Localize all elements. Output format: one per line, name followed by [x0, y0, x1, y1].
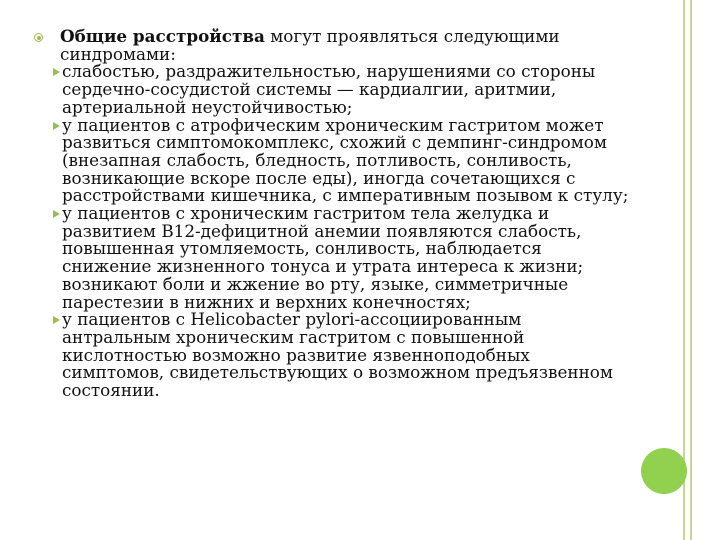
intro-bold-term: Общие расстройства: [60, 26, 265, 46]
triangle-bullet-icon: [53, 122, 60, 130]
slide-content: [34, 28, 634, 400]
triangle-bullet-icon: [53, 68, 60, 76]
list-item: [34, 311, 634, 400]
intro-text: могут проявляться следующими синдромами:: [60, 26, 560, 64]
decorative-vertical-line: [690, 0, 692, 540]
list-item-text: у пациентов с атрофическим хроническим гастритом может развиться симптомокомплекс, схожий с демпинг-синдромом (внезапная слабость, бледность, потливость, сонливость, возникающие вскоре после еды), иногда сочетающихся с расстройствами кишечника, с императивным позывом к стулу;: [62, 114, 629, 206]
triangle-bullet-icon: [53, 210, 60, 218]
symptom-list: [34, 63, 634, 399]
list-item-text: у пациентов с Helicobacter pylori-ассоциированным антральным хроническим гастритом с повышенной кислотностью возможно развитие язвенноподобных симптомов, свидетельствующих о возможном предъязвенном состоянии.: [62, 309, 613, 401]
list-item: [34, 114, 634, 206]
list-item-text: у пациентов с хроническим гастритом тела желудка и развитием В12-дефицитной анемии появляются слабость, повышенная утомляемость, сонливость, наблюдается снижение жизненного тонуса и утрата интереса к жизни; возникают боли и жжение во рту, языке, симметричные парестезии в нижних и верхних конечностях;: [62, 203, 584, 312]
triangle-bullet-icon: [53, 316, 60, 324]
hollow-circle-bullet-icon: [34, 33, 43, 42]
list-item-text: слабостью, раздражительностью, нарушениями со стороны сердечно-сосудистой системы — кардиалгии, аритмии, артериальной неустойчивостью;: [62, 61, 596, 117]
list-item: [34, 205, 634, 311]
list-item: [34, 63, 634, 116]
decorative-green-circle: [641, 448, 687, 494]
main-bullet-item: [34, 28, 634, 63]
